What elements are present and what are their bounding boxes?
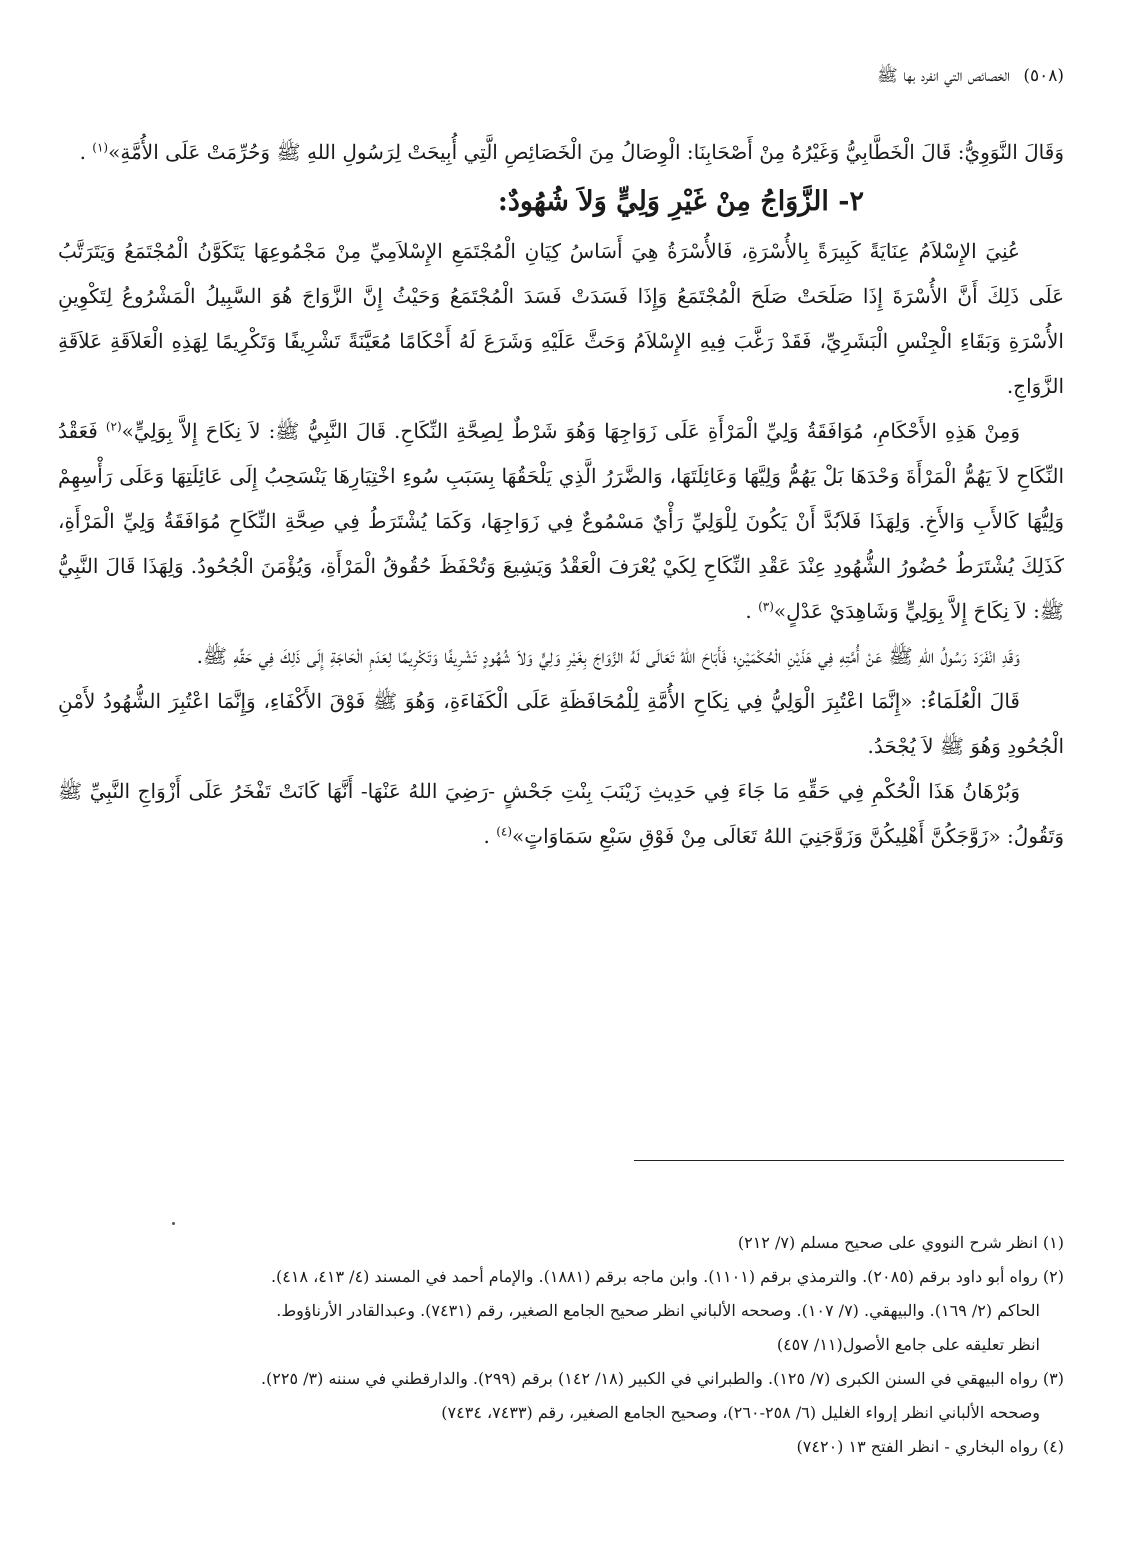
paragraph-2-end: . — [745, 599, 759, 623]
footnote-3-line-2: وصححه الألباني انظر إرواء الغليل (٦/ ٢٥٨-٢٦٠)، وصحيح الجامع الصغير، رقم (٧٤٣٣، ٧٤٣٤) — [441, 1403, 1040, 1422]
paragraph-2-part-a: وَمِنْ هَذِهِ الأَحْكَامِ، مُوَافَقَةُ وَلِيِّ الْمَرْأَةِ عَلَى زَوَاجِهَا وَهُوَ شَرْطٌ لِصِحَّةِ النِّكَاحِ. قَالَ النَّبِيُّ ﷺ: لاَ نِكَاحَ إِلاَّ بِوَلِيٍّ» — [121, 419, 1021, 443]
paragraph-4: قَالَ الْعُلَمَاءُ: «إِنَّمَا اعْتُبِرَ الْوَلِيُّ فِي نِكَاحِ الأُمَّةِ لِلْمُحَافَظَةِ عَلَى الْكَفَاءَةِ، وَهُوَ ﷺ فَوْقَ الأَكْفَاءِ، وَإِنَّمَا اعْتُبِرَ الشُّهُودُ لأَمْنِ الْجُحُودِ وَهُوَ ﷺ لاَ يُجْحَدُ. — [58, 689, 1064, 758]
paragraph-5-end: . — [483, 824, 497, 848]
footnote-ref-3: (٣) — [758, 599, 774, 614]
paragraph-3: وَقَدِ انْفَرَدَ رَسُولُ اللهِ ﷺ عَنْ أُمَّتِهِ فِي هَذَيْنِ الْحُكْمَيْنِ؛ فَأَبَاحَ اللهُ تَعَالَى لَهُ الزَّوَاجَ بِغَيْرِ وَلِيٍّ وَلاَ شُهُودٍ تَشْرِيفًا وَتَكْرِيمًا لِعَدَمِ الْحَاجَةِ إِلَى ذَلِكَ فِي حَقِّهِ ﷺ. — [196, 644, 1020, 668]
footnote-4 — [58, 1430, 1064, 1464]
footnote-divider — [634, 1160, 1064, 1161]
section-heading: ٢- الزَّوَاجُ مِنْ غَيْرِ وَلِيٍّ وَلاَ شُهُودٌ: — [497, 186, 864, 217]
intro-paragraph — [58, 130, 1064, 175]
footnote-4-line-1: (٤) رواه البخاري - انظر الفتح ١٣ (٧٤٢٠) — [796, 1437, 1064, 1456]
footnote-2 — [58, 1260, 1064, 1362]
paragraph-1: عُنِيَ الإِسْلاَمُ عِنَايَةً كَبِيرَةً بِالأُسْرَةِ، فَالأُسْرَةُ هِيَ أَسَاسُ كِيَانِ الْمُجْتَمَعِ الإِسْلاَمِيِّ مِنْ مَجْمُوعِهَا يَتَكَوَّنُ الْمُجْتَمَعُ وَيَتَرَتَّبُ عَلَى ذَلِكَ أَنَّ الأُسْرَةَ إِذَا صَلَحَتْ صَلَحَ الْمُجْتَمَعُ وَإِذَا فَسَدَتْ فَسَدَ الْمُجْتَمَعُ وَحَيْثُ إِنَّ الزَّوَاجَ هُوَ السَّبِيلُ الْمَشْرُوعُ لِتَكْوِينِ الأُسْرَةِ وَبَقَاءِ الْجِنْسِ الْبَشَرِيِّ، فَقَدْ رَغَّبَ فِيهِ الإِسْلاَمُ وَحَثَّ عَلَيْهِ وَشَرَعَ لَهُ أَحْكَامًا مُعَيَّنَةً تَشْرِيفًا وَتَكْرِيمًا لِهَذِهِ الْعَلاَقَةِ عَلاَقَةِ الزَّوَاجِ. — [58, 239, 1064, 398]
scan-speck — [172, 1222, 175, 1225]
footnote-2-line-2: الحاكم (٢/ ١٦٩). والبيهقي. (٧/ ١٠٧). وصححه الألباني انظر صحيح الجامع الصغير، رقم (٧٤٣١). وعبدالقادر الأرناؤوط. — [276, 1301, 1040, 1320]
footnote-1 — [58, 1226, 1064, 1260]
footnote-3 — [58, 1362, 1064, 1430]
main-text — [58, 130, 1064, 859]
paragraph-5-text: وَبُرْهَانُ هَذَا الْحُكْمِ فِي حَقِّهِ مَا جَاءَ فِي حَدِيثِ زَيْنَبَ بِنْتِ جَحْشٍ -رَضِيَ اللهُ عَنْهَا- أَنَّهَا كَانَتْ تَفْخَرُ عَلَى أَزْوَاجِ النَّبِيِّ ﷺ وَتَقُولُ: «زَوَّجَكُنَّ أَهْلِيكُنَّ وَزَوَّجَنِيَ اللهُ تَعَالَى مِنْ فَوْقِ سَبْعِ سَمَاوَاتٍ» — [58, 779, 1064, 848]
paragraph-5 — [58, 769, 1064, 859]
paragraph-2 — [58, 409, 1064, 634]
footnote-ref-1: (١) — [92, 140, 109, 155]
footnote-1-line-1: (١) انظر شرح النووي على صحيح مسلم (٧/ ٢١٢) — [737, 1233, 1064, 1252]
running-title: الخصائص التي انفرد بها ﷺ — [877, 66, 1010, 86]
footnote-2-line-3: انظر تعليقه على جامع الأصول(١١/ ٤٥٧) — [776, 1335, 1040, 1354]
intro-end: . — [79, 140, 93, 164]
page-number: (٥٠٨) — [1023, 66, 1064, 86]
footnote-3-line-1: (٣) رواه البيهقي في السنن الكبرى (٧/ ١٢٥). والطبراني في الكبير (١٨/ ١٤٢) برقم (٢٩٩). والدارقطني في سننه (٣/ ٢٢٥). — [260, 1369, 1064, 1388]
paragraph-2-part-b: فَعَقْدُ النِّكَاحِ لاَ يَهُمُّ الْمَرْأَةَ وَحْدَهَا بَلْ يَهُمُّ وَلِيَّهَا وَعَائِلَتَهَا، وَالضَّرَرُ الَّذِي يَلْحَقُهَا بِسَبَبِ سُوءِ اخْتِيَارِهَا يَنْسَحِبُ إِلَى عَائِلَتِهَا وَعَلَى رَأْسِهِمْ وَلِيُّهَا كَالأَبِ وَالأَخِ. وَلِهَذَا فَلاَبُدَّ أَنْ يَكُونَ لِلْوَلِيِّ رَأْيٌ مَسْمُوعٌ فِي زَوَاجِهَا، وَكَمَا يُشْتَرَطُ فِي صِحَّةِ النِّكَاحِ مُوَافَقَةُ وَلِيِّ الْمَرْأَةِ، كَذَلِكَ يُشْتَرَطُ حُضُورُ الشُّهُودِ عِنْدَ عَقْدِ النِّكَاحِ لِكَيْ يُعْرَفَ الْعَقْدُ وَيَشِيعَ وَتُحْفَظَ حُقُوقُ الْمَرْأَةِ، وَيُؤْمَنَ الْجُحُودُ. وَلِهَذَا قَالَ النَّبِيُّ ﷺ: لاَ نِكَاحَ إِلاَّ بِوَلِيٍّ وَشَاهِدَيْ عَدْلٍ» — [58, 419, 1065, 623]
footnote-2-line-1: (٢) رواه أبو داود برقم (٢٠٨٥). والترمذي برقم (١١٠١). وابن ماجه برقم (١٨٨١). والإمام أحمد في المسند (٤/ ٤١٣، ٤١٨). — [270, 1267, 1064, 1286]
footnotes — [58, 1226, 1064, 1464]
intro-text: وَقَالَ النَّوَوِيُّ: قَالَ الْخَطَّابِيُّ وَغَيْرُهُ مِنْ أَصْحَابِنَا: الْوِصَالُ مِنَ الْخَصَائِصِ الَّتِي أُبِيحَتْ لِرَسُولِ اللهِ ﷺ وَحُرِّمَتْ عَلَى الأُمَّةِ» — [108, 140, 1064, 164]
running-head — [304, 64, 1064, 88]
footnote-ref-4: (٤) — [496, 824, 513, 839]
footnote-ref-2: (٢) — [105, 419, 122, 434]
